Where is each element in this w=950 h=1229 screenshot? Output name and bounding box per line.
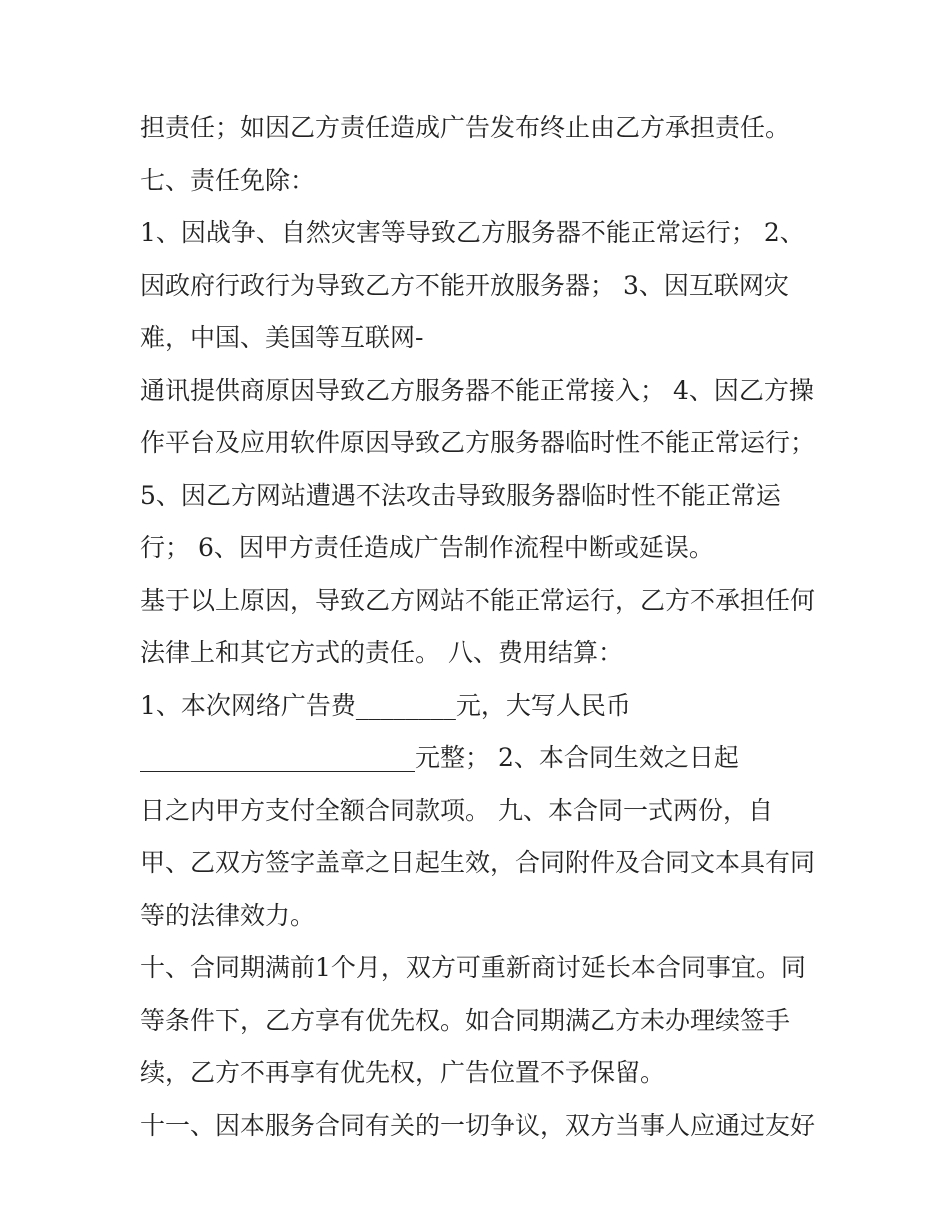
text-line: 1、因战争、自然灾害等导致乙方服务器不能正常运行； 2、 xyxy=(140,218,805,247)
text-line: 行； 6、因甲方责任造成广告制作流程中断或延误。 xyxy=(140,533,714,562)
contract-body xyxy=(140,106,840,1156)
text-line: 续，乙方不再享有优先权，广告位置不予保留。 xyxy=(140,1058,666,1087)
text-line: 等条件下，乙方享有优先权。如合同期满乙方未办理续签手 xyxy=(140,1005,791,1035)
text-line: 5、因乙方网站遭遇不法攻击导致服务器临时性不能正常运 xyxy=(140,480,781,510)
text-line: 因政府行政行为导致乙方不能开放服务器； 3、因互联网灾 xyxy=(140,270,789,300)
fee-line: 1、本次网络广告费________元，大写人民币 xyxy=(140,690,631,720)
text-line: 基于以上原因，导致乙方网站不能正常运行，乙方不承担任何 xyxy=(140,585,816,615)
text-line: 等的法律效力。 xyxy=(140,900,316,930)
text-line: 担责任；如因乙方责任造成广告发布终止由乙方承担责任。 xyxy=(140,113,791,142)
fee-line: ______________________元整； 2、本合同生效之日起 xyxy=(140,743,739,772)
text-line: 通讯提供商原因导致乙方服务器不能正常接入； 4、因乙方操 xyxy=(140,375,814,405)
text-line: 作平台及应用软件原因导致乙方服务器临时性不能正常运行； xyxy=(140,428,816,457)
text-line: 十、合同期满前1个月，双方可重新商讨延长本合同事宜。同 xyxy=(140,953,806,982)
text-line: 甲、乙双方签字盖章之日起生效，合同附件及合同文本具有同 xyxy=(140,848,816,877)
text-line: 日之内甲方支付全额合同款项。 九、本合同一式两份，自 xyxy=(140,795,773,825)
section-heading-exemption: 七、责任免除： xyxy=(140,165,316,195)
text-line: 难，中国、美国等互联网- xyxy=(140,323,424,352)
text-line: 十一、因本服务合同有关的一切争议，双方当事人应通过友好 xyxy=(140,1110,816,1140)
text-line: 法律上和其它方式的责任。 八、费用结算： xyxy=(140,638,623,667)
